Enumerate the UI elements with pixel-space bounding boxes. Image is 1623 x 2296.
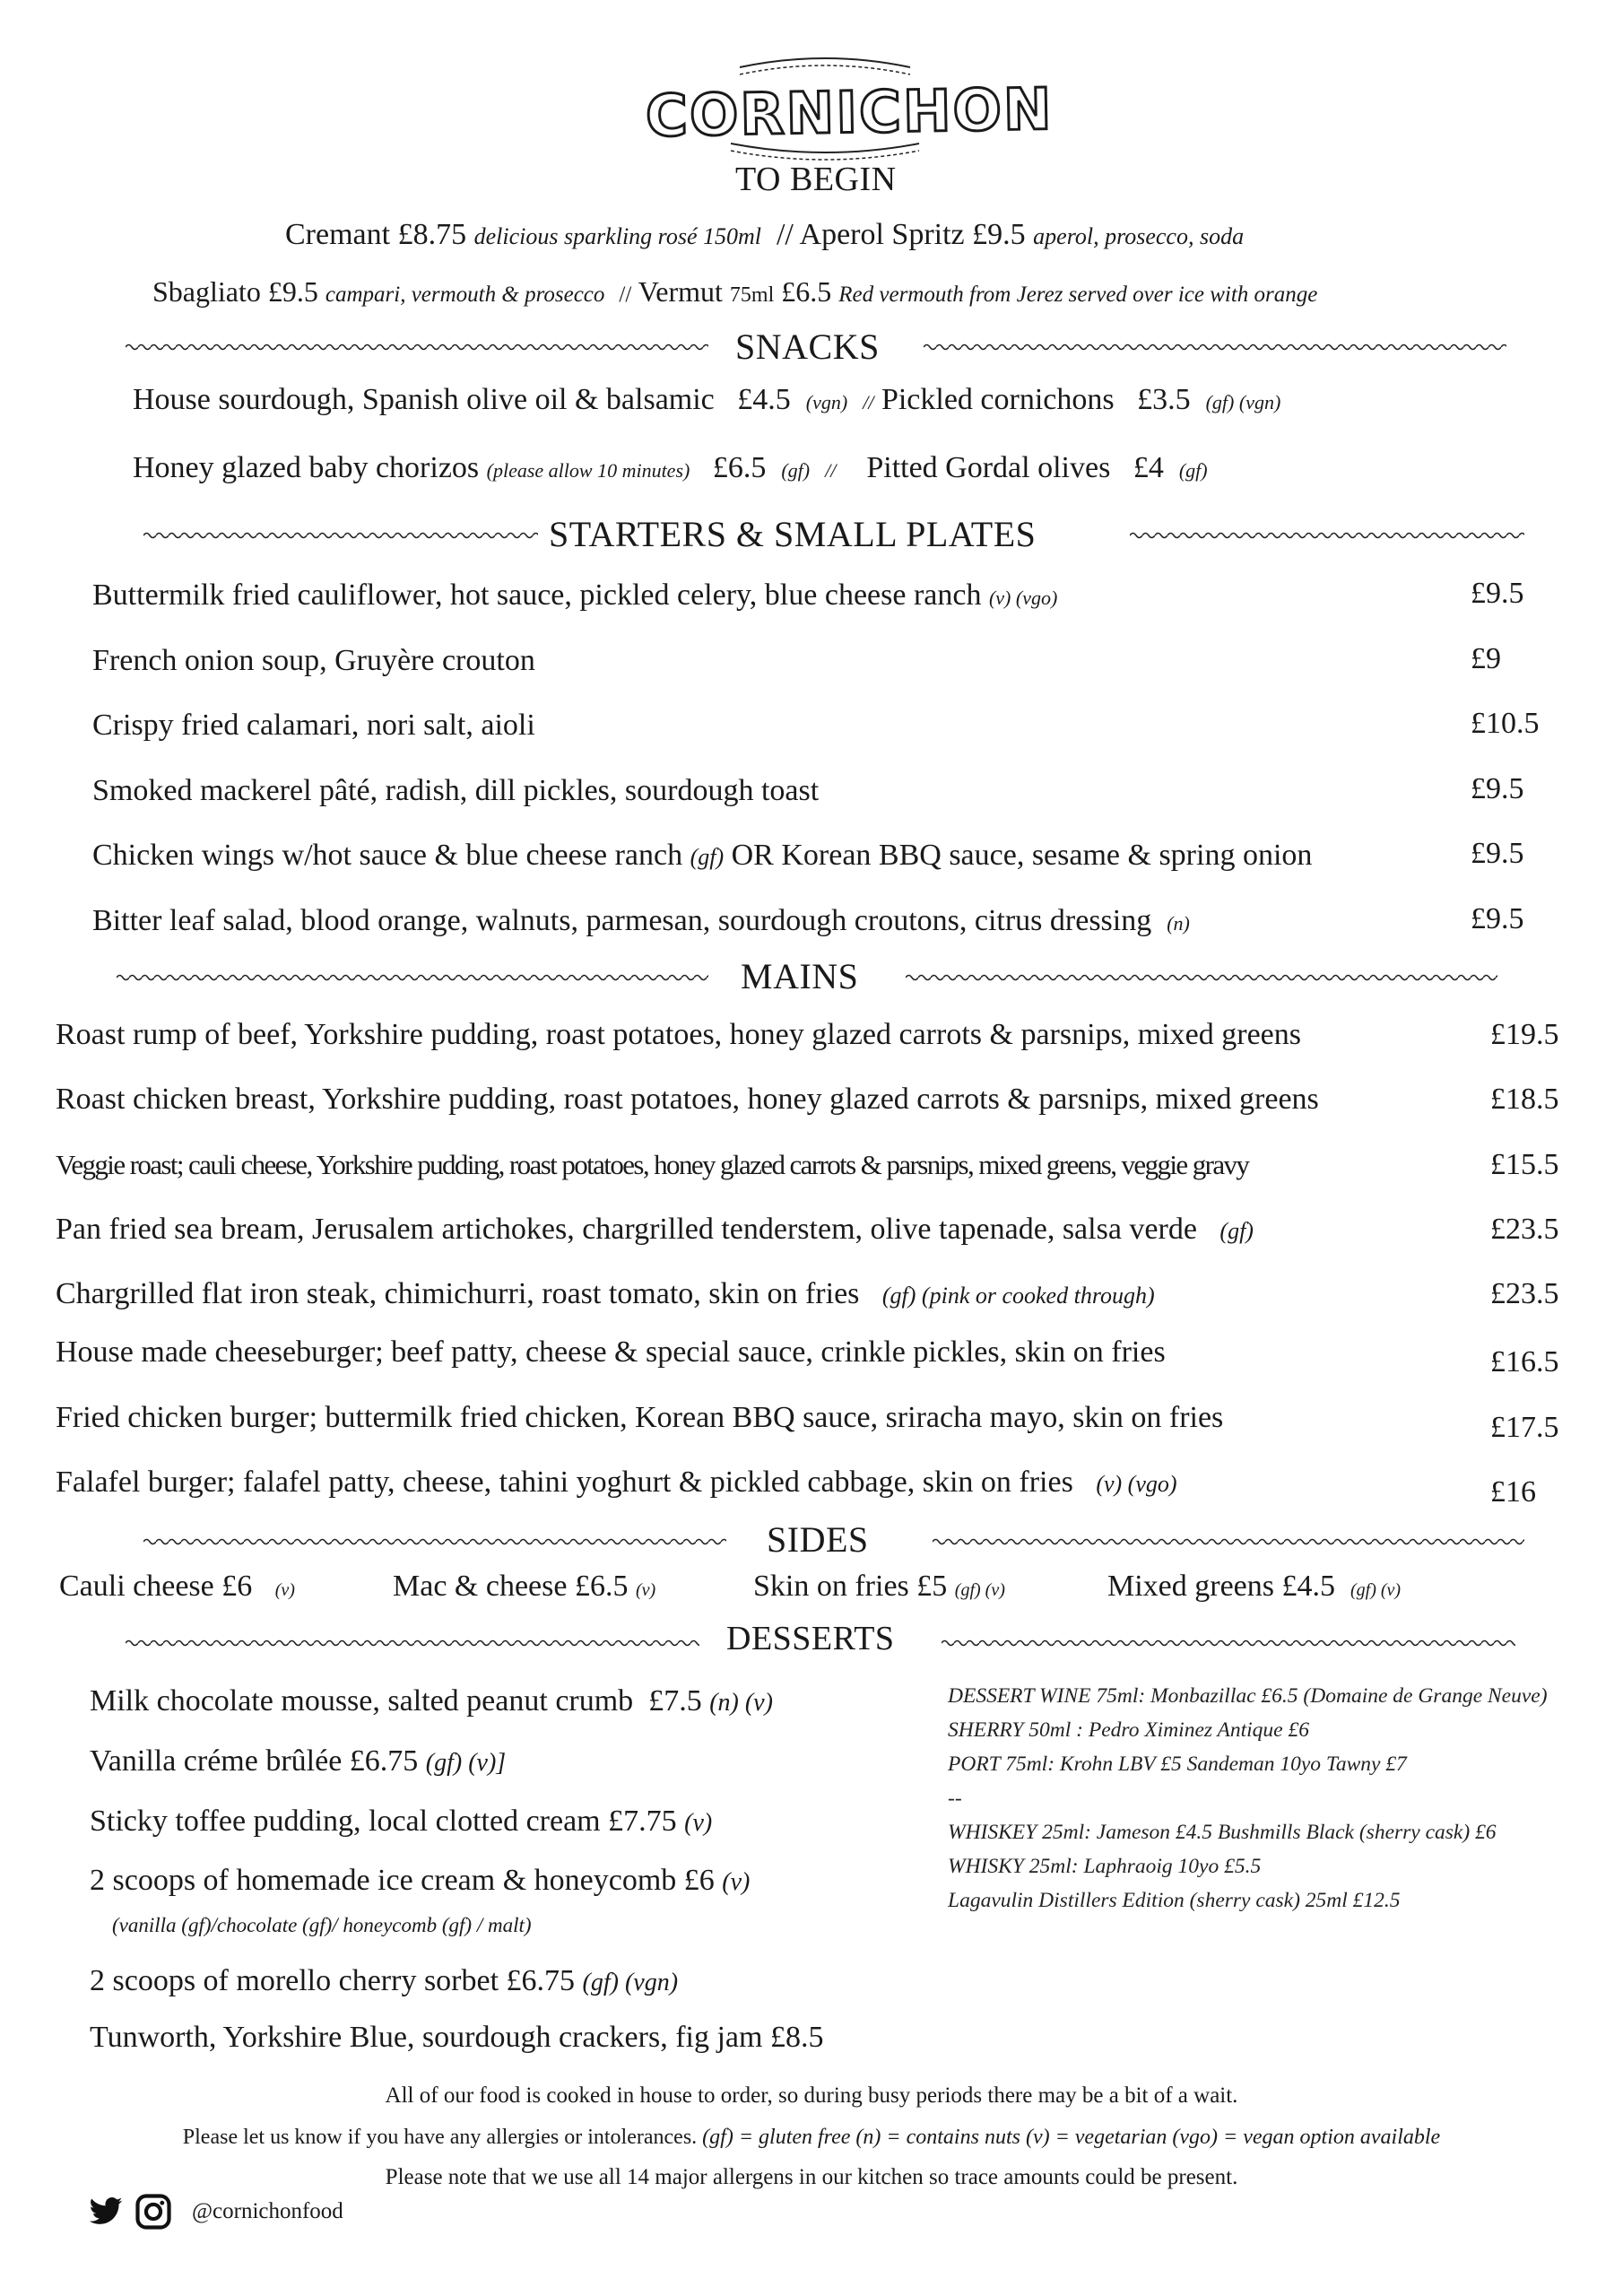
- side-item: [59, 1570, 295, 1604]
- side-tags: (gf) (v): [1350, 1580, 1402, 1600]
- snack-price: £4: [1133, 451, 1164, 484]
- to-begin-line-2: [152, 275, 1317, 309]
- side-name: Mac & cheese £6.5: [393, 1570, 629, 1603]
- to-begin-heading: TO BEGIN: [735, 161, 897, 198]
- drink-desc: Red vermouth from Jerez served over ice with orange: [838, 283, 1318, 307]
- main-item: [56, 1083, 1319, 1117]
- dessert-drinks: [948, 1679, 1548, 1918]
- dessert-drink-line: DESSERT WINE 75ml: Monbazillac £6.5 (Domaine de Grange Neuve): [948, 1684, 1548, 1708]
- drink-price: £9.5: [972, 218, 1026, 251]
- dessert-tags: (v): [684, 1809, 713, 1837]
- mains-heading: MAINS: [741, 956, 859, 996]
- main-item: [56, 1465, 1177, 1500]
- starters-heading: STARTERS & SMALL PLATES: [549, 514, 1037, 554]
- allergy-request: Please let us know if you have any allergies or intolerances.: [182, 2126, 698, 2149]
- main-price: £19.5: [1490, 1018, 1559, 1051]
- main-item: [56, 1018, 1301, 1052]
- dessert-item: [90, 1744, 506, 1779]
- main-price: £23.5: [1490, 1277, 1559, 1310]
- snack-name: Pitted Gordal olives: [866, 451, 1111, 484]
- main-price: £16.5: [1490, 1345, 1559, 1378]
- to-begin-line-1: [285, 218, 1244, 252]
- wave-divider: [143, 529, 538, 542]
- main-item: [56, 1335, 1166, 1370]
- main-tags: (v) (vgo): [1096, 1471, 1177, 1497]
- main-price: £17.5: [1490, 1411, 1559, 1444]
- wave-divider: [126, 1637, 699, 1649]
- main-name: Fried chicken burger; buttermilk fried chicken, Korean BBQ sauce, sriracha mayo, skin on fries: [56, 1401, 1224, 1434]
- dessert-tags: (v): [722, 1868, 751, 1896]
- wave-divider: [143, 1535, 726, 1548]
- dessert-tags: (gf) (vgn): [582, 1969, 679, 1996]
- snack-tags: (gf) (vgn): [1205, 391, 1281, 413]
- dessert-item: [90, 1684, 773, 1718]
- main-name: Chargrilled flat iron steak, chimichurri, roast tomato, skin on fries: [56, 1277, 860, 1310]
- main-item: [56, 1149, 1248, 1181]
- starter-item: [92, 904, 1190, 938]
- dessert-name: 2 scoops of morello cherry sorbet: [90, 1964, 499, 1997]
- snack-name: Honey glazed baby chorizos: [133, 451, 480, 484]
- main-name: Roast rump of beef, Yorkshire pudding, roast potatoes, honey glazed carrots & parsnips, mixed greens: [56, 1018, 1301, 1051]
- dessert-item: [90, 2021, 823, 2055]
- starter-tags: (gf): [690, 844, 725, 870]
- dessert-drink-line: WHISKEY 25ml: Jameson £4.5 Bushmills Black (sherry cask) £6: [948, 1821, 1497, 1844]
- snack-line-2: [133, 451, 1208, 485]
- starter-price: £9.5: [1471, 772, 1524, 805]
- drink-name: Vermut: [638, 275, 723, 308]
- dessert-flavours: (vanilla (gf)/chocolate (gf)/ honeycomb (gf) / malt): [112, 1914, 532, 1936]
- side-name: Skin on fries £5: [753, 1570, 948, 1603]
- starter-price: £9.5: [1471, 837, 1524, 870]
- starter-name: Bitter leaf salad, blood orange, walnuts, parmesan, sourdough croutons, citrus dressing: [92, 904, 1152, 937]
- social-bar: [86, 2189, 343, 2234]
- snack-line-1: [133, 383, 1280, 417]
- dessert-name: Vanilla créme brûlée: [90, 1744, 343, 1778]
- footer-trace-note: Please note that we use all 14 major allergens in our kitchen so trace amounts could be present.: [385, 2165, 1238, 2189]
- main-price: £18.5: [1490, 1083, 1559, 1116]
- side-tags: (v): [274, 1580, 295, 1600]
- wave-divider: [906, 971, 1497, 984]
- separator: //: [619, 283, 632, 307]
- wave-divider: [942, 1637, 1515, 1649]
- drink-name: Cremant: [285, 218, 391, 251]
- main-tags: (gf): [1219, 1218, 1254, 1244]
- snack-tags: (gf): [1178, 459, 1208, 482]
- wave-divider: [126, 341, 708, 353]
- dessert-name: 2 scoops of homemade ice cream & honeycomb: [90, 1864, 677, 1897]
- wave-divider: [117, 971, 708, 984]
- drink-name: Aperol Spritz: [799, 218, 965, 251]
- dessert-price: £6: [683, 1864, 715, 1897]
- starter-name: French onion soup, Gruyère crouton: [92, 644, 535, 677]
- drink-size: 75ml: [729, 283, 775, 307]
- wave-divider: [924, 341, 1506, 353]
- social-handle[interactable]: @cornichonfood: [192, 2199, 343, 2223]
- dessert-price: £6.75: [349, 1744, 419, 1778]
- dessert-drink-line: Lagavulin Distillers Edition (sherry cask) 25ml £12.5: [948, 1889, 1401, 1912]
- drink-desc: campari, vermouth & prosecco: [325, 283, 605, 307]
- dessert-tags: (gf) (v)]: [425, 1749, 507, 1777]
- wave-divider: [933, 1535, 1524, 1548]
- dessert-subnote: [112, 1914, 532, 1937]
- dessert-name: Tunworth, Yorkshire Blue, sourdough crackers, fig jam: [90, 2021, 763, 2054]
- main-name: Falafel burger; falafel patty, cheese, tahini yoghurt & pickled cabbage, skin on fries: [56, 1465, 1073, 1499]
- side-name: Mixed greens £4.5: [1107, 1570, 1336, 1603]
- dessert-drink-line: WHISKY 25ml: Laphraoig 10yo £5.5: [948, 1855, 1262, 1878]
- dessert-drink-line: --: [948, 1787, 962, 1810]
- starter-item: [92, 709, 535, 743]
- starter-item: [92, 839, 1312, 873]
- dessert-item: [90, 1964, 678, 1998]
- twitter-icon[interactable]: [86, 2194, 126, 2230]
- wave-divider: [1130, 529, 1524, 542]
- dessert-drink-line: PORT 75ml: Krohn LBV £5 Sandeman 10yo Tawny £7: [948, 1752, 1407, 1776]
- separator: //: [776, 218, 794, 251]
- allergy-key: (gf) = gluten free (n) = contains nuts (v) = vegetarian (vgo) = vegan option available: [702, 2126, 1441, 2149]
- snack-price: £3.5: [1137, 383, 1191, 416]
- starter-item: [92, 644, 535, 678]
- footer-wait-note: All of our food is cooked in house to order, so during busy periods there may be a bit of a wait.: [385, 2083, 1238, 2108]
- snack-price: £6.5: [712, 451, 767, 484]
- starter-price: £10.5: [1471, 707, 1540, 740]
- drink-price: £9.5: [267, 275, 318, 308]
- main-item: [56, 1401, 1223, 1435]
- desserts-heading: DESSERTS: [726, 1620, 895, 1657]
- drink-desc: delicious sparkling rosé 150ml: [473, 223, 761, 249]
- drink-name: Sbagliato: [152, 275, 261, 308]
- snack-name: Pickled cornichons: [881, 383, 1115, 416]
- main-item: [56, 1213, 1254, 1247]
- side-name: Cauli cheese £6: [59, 1570, 253, 1603]
- starter-name: Chicken wings w/hot sauce & blue cheese ranch: [92, 839, 683, 872]
- main-name: House made cheeseburger; beef patty, cheese & special sauce, crinkle pickles, skin on fries: [56, 1335, 1166, 1369]
- side-item: [753, 1570, 1005, 1604]
- separator: //: [863, 391, 874, 413]
- snack-tags: (vgn): [805, 391, 848, 413]
- snacks-heading: SNACKS: [735, 326, 880, 367]
- dessert-price: £7.75: [608, 1805, 677, 1838]
- dessert-price: £7.5: [648, 1684, 702, 1718]
- side-tags: (gf) (v): [954, 1580, 1005, 1600]
- starter-price: £9: [1471, 642, 1501, 675]
- snack-tags: (gf): [781, 459, 811, 482]
- main-name: Roast chicken breast, Yorkshire pudding, roast potatoes, honey glazed carrots & parsnips, mixed greens: [56, 1083, 1319, 1116]
- starter-tags: (v) (vgo): [988, 587, 1058, 609]
- starter-price: £9.5: [1471, 577, 1524, 610]
- drink-price: £8.75: [397, 218, 467, 251]
- main-price: £23.5: [1490, 1213, 1559, 1246]
- footer-allergy-note: [0, 2126, 1623, 2150]
- main-price: £16: [1490, 1475, 1536, 1509]
- side-tags: (v): [635, 1580, 656, 1600]
- main-name: Pan fried sea bream, Jerusalem artichokes, chargrilled tenderstem, olive tapenade, salsa verde: [56, 1213, 1197, 1246]
- brand-name: CORNICHON: [645, 76, 1055, 151]
- starter-name: OR Korean BBQ sauce, sesame & spring onion: [731, 839, 1313, 872]
- drink-price: £6.5: [781, 275, 832, 308]
- dessert-price: £8.5: [769, 2021, 824, 2054]
- starter-name: Crispy fried calamari, nori salt, aioli: [92, 709, 535, 742]
- dessert-item: [90, 1805, 712, 1839]
- starter-name: Buttermilk fried cauliflower, hot sauce, pickled celery, blue cheese ranch: [92, 578, 982, 612]
- dessert-name: Milk chocolate mousse, salted peanut crumb: [90, 1684, 634, 1718]
- main-tags: (gf) (pink or cooked through): [881, 1283, 1155, 1309]
- starter-name: Smoked mackerel pâté, radish, dill pickles, sourdough toast: [92, 774, 820, 807]
- separator: //: [825, 459, 837, 482]
- starter-tags: (n): [1167, 912, 1190, 935]
- starter-price: £9.5: [1471, 902, 1524, 935]
- dessert-tags: (n) (v): [709, 1689, 773, 1717]
- main-name: Veggie roast; cauli cheese, Yorkshire pudding, roast potatoes, honey glazed carrots & parsnips, mixed greens, veggie gravy: [56, 1149, 1249, 1180]
- main-item: [56, 1277, 1155, 1311]
- main-price: £15.5: [1490, 1148, 1559, 1181]
- drink-desc: aperol, prosecco, soda: [1033, 223, 1245, 249]
- starter-item: [92, 578, 1057, 613]
- snack-name: House sourdough, Spanish olive oil & balsamic: [133, 383, 715, 416]
- dessert-drink-line: SHERRY 50ml : Pedro Ximinez Antique £6: [948, 1718, 1309, 1742]
- sides-heading: SIDES: [767, 1519, 869, 1560]
- dessert-item: [90, 1864, 750, 1898]
- snack-note: (please allow 10 minutes): [486, 459, 690, 482]
- dessert-price: £6.75: [506, 1964, 576, 1997]
- starter-item: [92, 774, 819, 808]
- side-item: [1107, 1570, 1401, 1604]
- snack-price: £4.5: [737, 383, 791, 416]
- dessert-name: Sticky toffee pudding, local clotted cream: [90, 1805, 601, 1838]
- instagram-icon[interactable]: [135, 2193, 172, 2231]
- side-item: [393, 1570, 655, 1604]
